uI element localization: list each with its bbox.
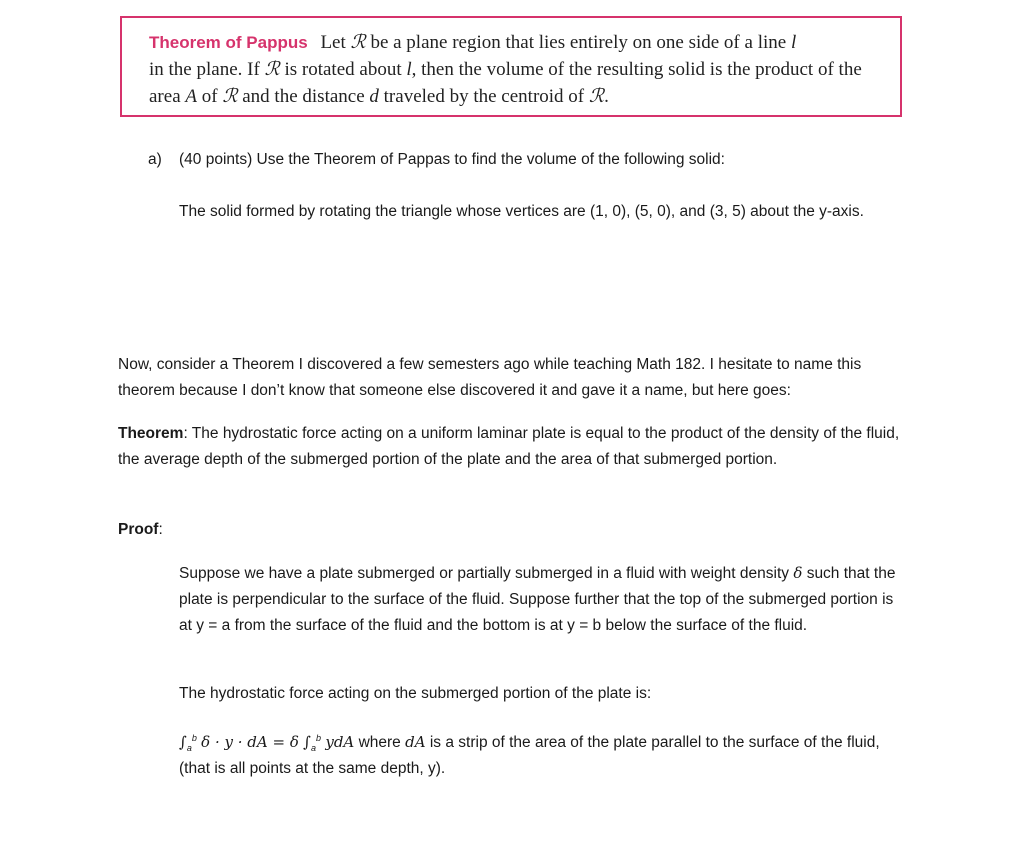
- proof-p3-where: where: [358, 734, 401, 751]
- proof-colon: :: [158, 521, 163, 538]
- theorem-text: of: [201, 86, 218, 107]
- integrand-right: ydA: [325, 733, 355, 751]
- region-symbol: ℛ: [222, 85, 238, 107]
- line-symbol: l: [790, 32, 797, 53]
- delta-symbol: δ: [793, 564, 803, 582]
- theorem-text: traveled by the centroid of: [383, 86, 585, 107]
- proof-label-text: Proof: [118, 521, 159, 538]
- proof-paragraph-1: [179, 560, 909, 639]
- da-symbol: dA: [405, 733, 426, 751]
- proof-p1-text: Suppose we have a plate submerged or partially submerged in a fluid with weight density: [179, 565, 790, 582]
- proof-formula-paragraph: [179, 729, 914, 782]
- theorem-statement-text: : The hydrostatic force acting on a uniform laminar plate is equal to the product of the density of the fluid, the average depth of the submerged portion of the plate and the area of that submerged portion.: [118, 425, 900, 468]
- theorem-text: Let: [320, 32, 346, 53]
- integral-sign: ∫: [303, 733, 311, 751]
- integral-lower-limit: a: [311, 743, 317, 754]
- theorem-text: , then the volume of the resulting solid is the product of the area: [149, 59, 862, 107]
- theorem-text: is rotated about: [284, 59, 402, 80]
- theorem-text: in the plane. If: [149, 59, 260, 80]
- integral-sign: ∫: [179, 733, 187, 751]
- integral-upper-limit: b: [316, 732, 322, 743]
- proof-paragraph-2: The hydrostatic force acting on the submerged portion of the plate is:: [179, 685, 652, 702]
- area-symbol: A: [185, 86, 197, 107]
- integral-upper-limit: b: [191, 732, 197, 743]
- intro-paragraph: Now, consider a Theorem I discovered a few semesters ago while teaching Math 182. I hesitate to name this theorem because I don’t know that someone else discovered it and gave it a name, but here goes:: [118, 356, 862, 399]
- part-a-question: (40 points) Use the Theorem of Pappas to find the volume of the following solid:: [179, 151, 725, 168]
- integral-lower-limit: a: [186, 743, 192, 754]
- theorem-of-pappus-box: [120, 16, 902, 117]
- line-symbol: l: [406, 59, 412, 80]
- theorem-title: Theorem of Pappus: [149, 33, 308, 52]
- region-symbol: ℛ: [350, 31, 366, 53]
- region-symbol: ℛ: [264, 58, 280, 80]
- proof-label: [118, 517, 163, 543]
- part-a-solid-description: The solid formed by rotating the triangle whose vertices are (1, 0), (5, 0), and (3, 5) about the y-axis.: [179, 203, 864, 220]
- theorem-text: and the distance: [242, 86, 365, 107]
- proof-p1-rest: such that the plate is perpendicular to the surface of the fluid. Suppose further that the top of the submerged portion is at y = a from the surface of the fluid and the bottom is at y = b below the surface of the fluid.: [179, 565, 896, 634]
- theorem-label: Theorem: [118, 425, 184, 442]
- theorem-statement: [118, 421, 908, 473]
- theorem-text: be a plane region that lies entirely on one side of a line: [370, 32, 787, 53]
- proof-p3-rest: is a strip of the area of the plate parallel to the surface of the fluid, (that is all points at the same depth, y).: [179, 734, 880, 777]
- part-a-label: a): [148, 151, 162, 168]
- region-symbol: ℛ: [588, 85, 605, 107]
- integrand-left: δ · y · dA = δ: [201, 733, 299, 751]
- theorem-text: .: [604, 86, 609, 107]
- distance-symbol: d: [369, 86, 379, 107]
